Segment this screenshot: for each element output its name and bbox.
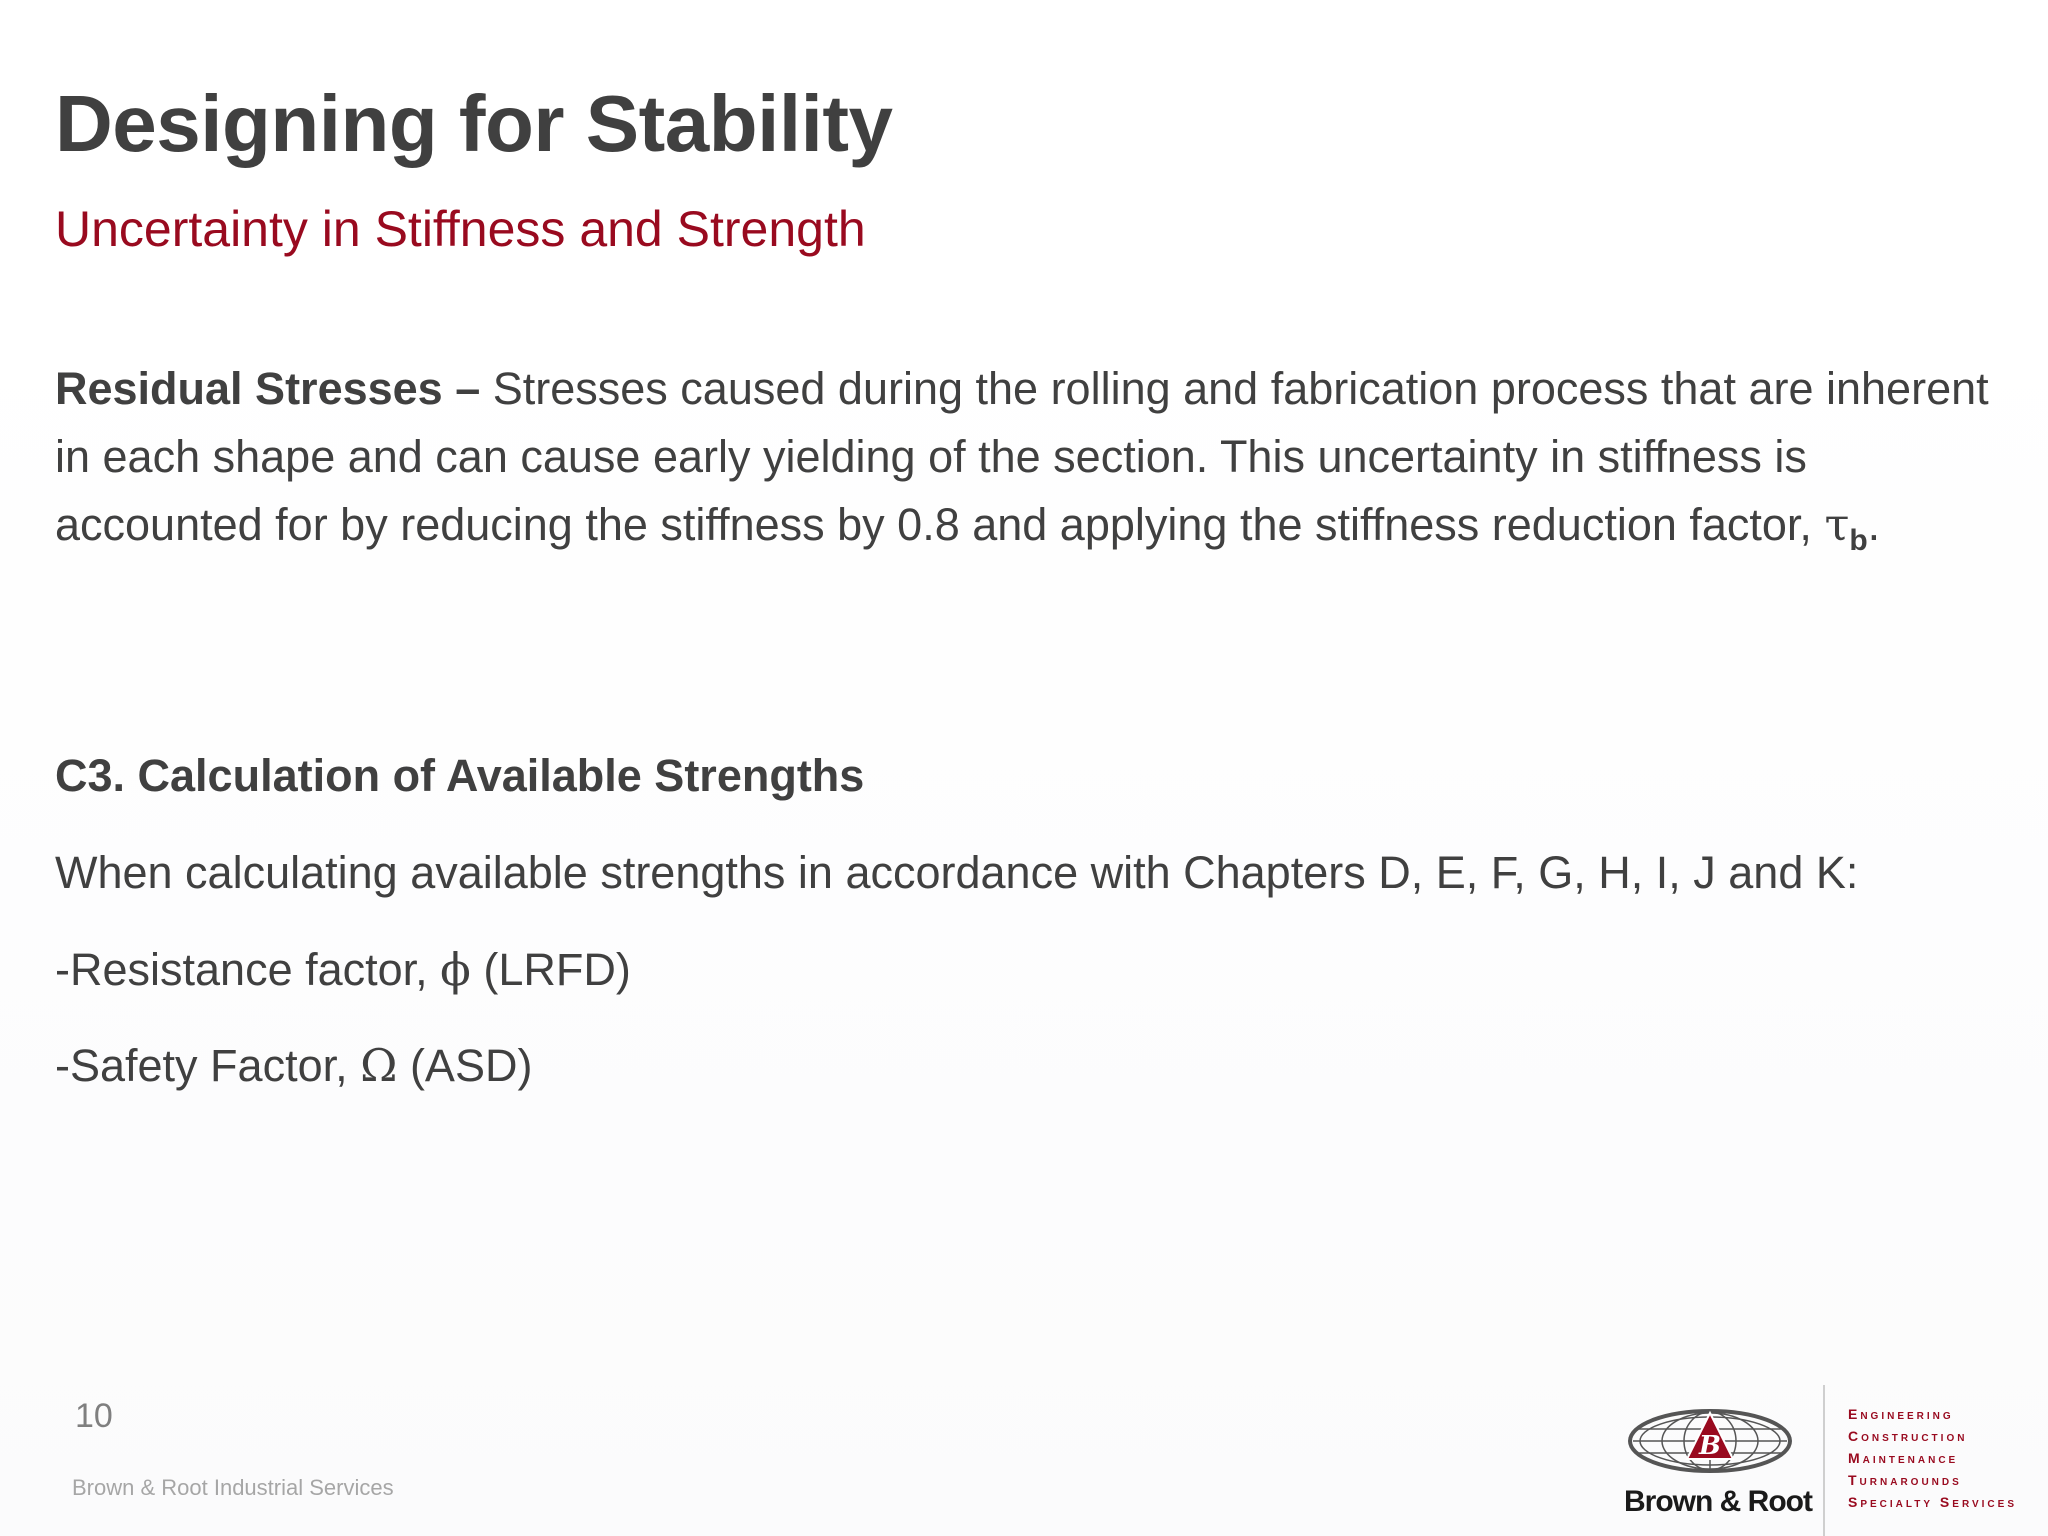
service-construction: Construction (1848, 1428, 1968, 1444)
logo-wordmark: Brown & Root (1624, 1485, 1812, 1518)
service-turnarounds: Turnarounds (1848, 1472, 1962, 1488)
logo-divider (1823, 1385, 1825, 1536)
resistance-factor-line (55, 943, 631, 996)
residual-stresses-term: Residual Stresses – (55, 363, 481, 414)
service-specialty-services: Specialty Services (1848, 1494, 2017, 1510)
safety-factor-line (55, 1039, 532, 1092)
residual-stresses-text: Stresses caused during the rolling and fabrication process that are inherent in each shape and can cause early yielding of the section. This uncertainty in stiffness is accounted for by reducing the stiffness by 0.8 and applying the stiffness reduction factor, (55, 363, 1989, 550)
safety-factor-suffix: (ASD) (397, 1040, 533, 1091)
omega-symbol: Ω (360, 1039, 398, 1092)
residual-stresses-end: . (1867, 499, 1881, 550)
footer-company-name: Brown & Root Industrial Services (72, 1475, 394, 1500)
tau-subscript: b (1849, 524, 1868, 557)
phi-symbol: ϕ (440, 943, 471, 996)
emblem-letter: B (1699, 1431, 1721, 1461)
tau-symbol: τ (1824, 498, 1850, 551)
safety-factor-prefix: -Safety Factor, (55, 1040, 361, 1091)
residual-stresses-paragraph (55, 355, 2015, 575)
slide-title: Designing for Stability (55, 79, 893, 168)
globe-emblem-icon (1625, 1407, 1795, 1475)
slide-subtitle: Uncertainty in Stiffness and Strength (55, 201, 866, 257)
c3-heading: C3. Calculation of Available Strengths (55, 750, 865, 801)
service-maintenance: Maintenance (1848, 1450, 1959, 1466)
service-engineering: Engineering (1848, 1406, 1954, 1422)
page-number: 10 (75, 1397, 113, 1435)
brown-and-root-logo (1620, 1385, 2040, 1536)
resistance-factor-prefix: -Resistance factor, (55, 944, 441, 995)
resistance-factor-suffix: (LRFD) (470, 944, 631, 995)
c3-intro: When calculating available strengths in accordance with Chapters D, E, F, G, H, I, J and K: (55, 847, 1859, 898)
services-list (1848, 1403, 2017, 1513)
